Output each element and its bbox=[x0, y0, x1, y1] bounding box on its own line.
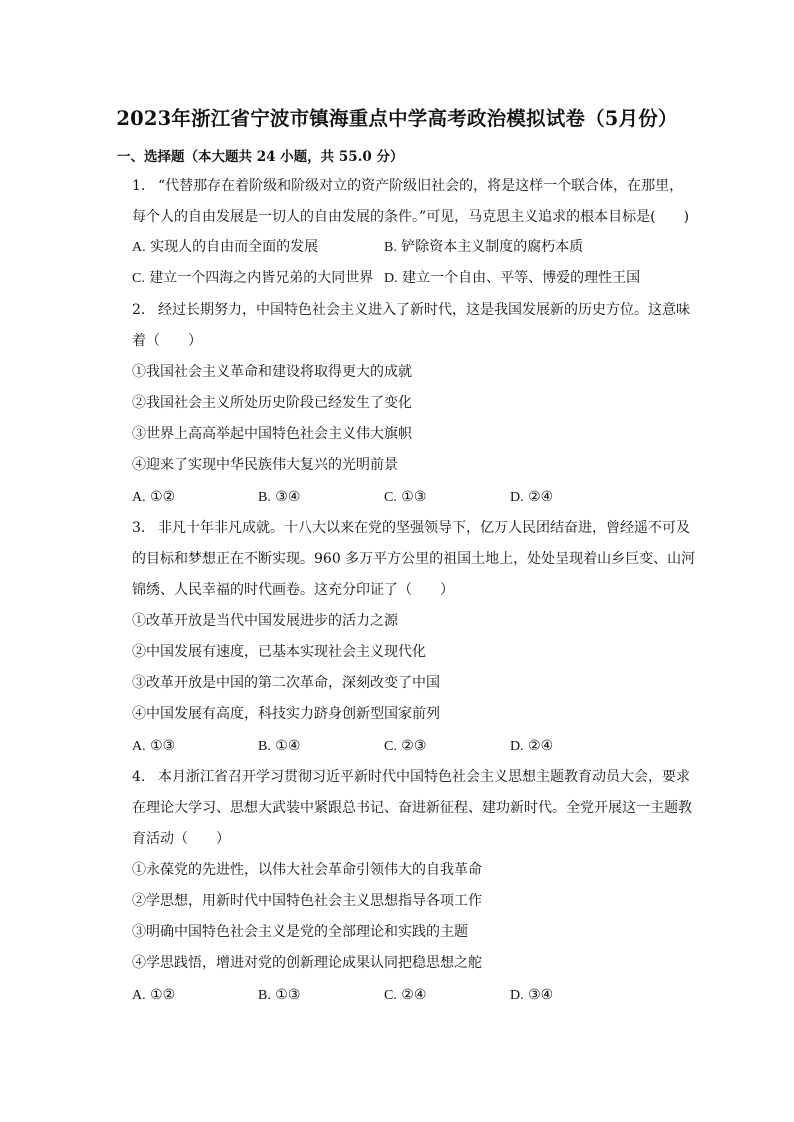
question-3-item-1: ①改革开放是当代中国发展进步的活力之源 bbox=[132, 613, 398, 629]
question-1-stem-line-2: 每个人的自由发展是一切人的自由发展的条件。”可见，马克思主义追求的根本目标是( ) bbox=[132, 209, 690, 225]
question-4-stem-line-2: 在理论大学习、思想大武装中紧跟总书记、奋进新征程、建功新时代。全党开展这一主题教 bbox=[132, 800, 692, 816]
question-1-choice-b: B. 铲除资本主义制度的腐朽本质 bbox=[384, 239, 584, 255]
question-4-choice-c: C. ②④ bbox=[384, 987, 427, 1003]
question-3-choice-b: B. ①④ bbox=[258, 738, 301, 754]
question-4-stem-line-1: 4. 本月浙江省召开学习贯彻习近平新时代中国特色社会主义思想主题教育动员大会，要求 bbox=[132, 769, 690, 785]
question-2-choice-c: C. ①③ bbox=[384, 489, 427, 505]
question-2-stem-line-1: 2. 经过长期努力，中国特色社会主义进入了新时代，这是我国发展新的历史方位。这意味 bbox=[132, 302, 690, 318]
question-2-choice-d: D. ②④ bbox=[510, 489, 554, 505]
question-4-stem-line-3: 育活动（ ） bbox=[132, 831, 230, 847]
question-1-choice-a: A. 实现人的自由而全面的发展 bbox=[132, 239, 319, 255]
question-2-item-4: ④迎来了实现中华民族伟大复兴的光明前景 bbox=[132, 457, 398, 473]
question-4-choice-d: D. ③④ bbox=[510, 987, 554, 1003]
question-2-item-1: ①我国社会主义革命和建设将取得更大的成就 bbox=[132, 364, 412, 380]
question-4-choice-b: B. ①③ bbox=[258, 987, 301, 1003]
question-4-choice-a: A. ①② bbox=[132, 987, 176, 1003]
question-3-stem-line-1: 3. 非凡十年非凡成就。十八大以来在党的坚强领导下，亿万人民团结奋进，曾经遥不可及 bbox=[132, 520, 690, 536]
question-2-stem-line-2: 着（ ） bbox=[132, 333, 202, 349]
page-title: 2023年浙江省宁波市镇海重点中学高考政治模拟试卷（5月份） bbox=[116, 107, 678, 130]
question-1-stem-line-1: 1. “代替那存在着阶级和阶级对立的资产阶级旧社会的，将是这样一个联合体，在那里， bbox=[132, 178, 684, 194]
question-number: 1. bbox=[132, 178, 146, 194]
question-number: 4. bbox=[132, 769, 146, 785]
question-4-item-3: ③明确中国特色社会主义是党的全部理论和实践的主题 bbox=[132, 924, 468, 940]
section-header: 一、选择题（本大题共 24 小题，共 55.0 分） bbox=[117, 149, 404, 165]
question-2-item-2: ②我国社会主义所处历史阶段已经发生了变化 bbox=[132, 395, 412, 411]
question-1-choice-d: D. 建立一个自由、平等、博爱的理性王国 bbox=[384, 270, 641, 286]
question-3-stem-line-2: 的目标和梦想正在不断实现。960 多万平方公里的祖国土地上，处处呈现着山乡巨变、山河 bbox=[132, 551, 696, 567]
question-3-item-4: ④中国发展有高度，科技实力跻身创新型国家前列 bbox=[132, 706, 440, 722]
question-1-choice-c: C. 建立一个四海之内皆兄弟的大同世界 bbox=[132, 270, 374, 286]
question-3-stem-line-3: 锦绣、人民幸福的时代画卷。这充分印证了（ ） bbox=[132, 582, 454, 598]
question-3-choice-a: A. ①③ bbox=[132, 738, 176, 754]
question-number: 3. bbox=[132, 520, 146, 536]
question-4-item-4: ④学思践悟，增进对党的创新理论成果认同把稳思想之舵 bbox=[132, 955, 482, 971]
question-4-item-2: ②学思想，用新时代中国特色社会主义思想指导各项工作 bbox=[132, 893, 482, 909]
question-3-item-3: ③改革开放是中国的第二次革命，深刻改变了中国 bbox=[132, 675, 440, 691]
question-number: 2. bbox=[132, 302, 146, 318]
question-3-choice-d: D. ②④ bbox=[510, 738, 554, 754]
question-2-choice-a: A. ①② bbox=[132, 489, 176, 505]
question-2-item-3: ③世界上高高举起中国特色社会主义伟大旗帜 bbox=[132, 426, 412, 442]
question-4-item-1: ①永葆党的先进性，以伟大社会革命引领伟大的自我革命 bbox=[132, 862, 482, 878]
question-2-choice-b: B. ③④ bbox=[258, 489, 301, 505]
question-3-choice-c: C. ②③ bbox=[384, 738, 427, 754]
question-3-item-2: ②中国发展有速度，已基本实现社会主义现代化 bbox=[132, 644, 426, 660]
